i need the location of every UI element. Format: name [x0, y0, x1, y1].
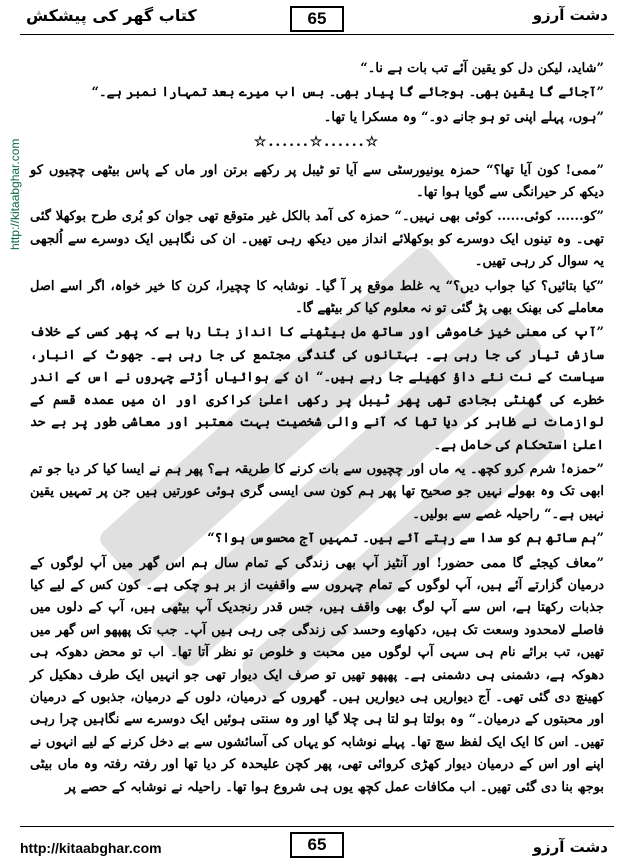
paragraph: ”حمزہ! شرم کرو کچھ۔ یہ ماں اور چچیوں سے بات کرنے کا طریقہ ہے؟ پھر ہم نے ایسا کیا کر دیا جو تم ابھی تک وہ بھولے نہیں جو صحیح تھا پھر ہم کون سی ایسی گری ہوئی عورتیں ہیں جن پر تمہیں یقین نہیں ہے۔“ راحیلہ غصے سے بولیں۔ [30, 461, 604, 522]
paragraph: ”شاید، لیکن دل کو یقین آئے تب بات ہے نا۔“ [360, 61, 604, 76]
page-number-bottom: 65 [290, 832, 344, 858]
book-title-bottom: دشت آرزو [532, 838, 608, 856]
section-separator: ☆......☆......☆ [253, 134, 381, 151]
paragraph: ”آجائے گا یقین بھی۔ ہوجائے گا پیار بھی۔ بس اب میرے بعد تمہارا نمبر ہے۔“ [91, 85, 604, 101]
page-body [30, 58, 604, 801]
paragraph: ”ہوں، پہلے اپنی تو ہو جانے دو۔“ وہ مسکرا یا تھا۔ [323, 109, 604, 125]
footer-url[interactable]: http://kitaabghar.com [20, 840, 162, 856]
paragraph: ”آپ کی معنی خیز خاموشی اور ساتھ مل بیٹھنے کا انداز بتا رہا ہے کہ پھر کسی کے خلاف سازش تیار کی جا رہی ہے۔ بہتانوں کی گندگی مجتمع کی جا رہی ہے۔ جھوٹ کے انبار، سیاست کے نت نئے داؤ کھیلے جا رہے ہیں۔“ ان کے ہوائیاں اُڑتے چہروں نے اس کے اندر خطرے کی گھنٹی بجادی تھی پھر ٹیبل پر رکھی اعلیٰ کراکری اور ان میں عمدہ قسم کے لوازمات نے ظاہر کر دیا تھا کہ آنے والی شخصیت بہت معتبر اور معاشی طور پر بے حد اعلیٰ استحکام کی حامل ہے۔ [30, 325, 604, 453]
paragraph: ”ممی! کون آیا تھا؟“ حمزہ یونیورسٹی سے آیا تو ٹیبل پر رکھے برتن اور ماں کے پاس بیٹھی چچیوں کو دیکھ کر حیرانگی سے گویا ہوا تھا۔ [30, 162, 604, 201]
paragraph: ”کیا بتائیں؟ کیا جواب دیں؟“ یہ غلط موقع پر آ گیا۔ نوشابہ کا چچیرا، کرن کا خیر خواہ، اگر اسے اصل معاملے کی بھنک بھی پڑ گئی تو نہ معلوم کیا کر بیٹھے گا۔ [30, 278, 604, 317]
site-presents-title: کتاب گھر کی پیشکش [26, 6, 197, 25]
book-title-top: دشت آرزو [532, 6, 608, 24]
header-rule [20, 34, 614, 35]
footer-rule [20, 826, 614, 827]
side-url[interactable]: http://kitaabghar.com [8, 138, 22, 250]
page-number-top: 65 [290, 6, 344, 32]
paragraph: ”کو...... کوئی...... کوئی بھی نہیں۔“ حمزہ کی آمد بالکل غیر متوقع تھی جوان کو بُری طرح بوکھلا گئی تھی۔ وہ تینوں ایک دوسرے کو بوکھلائے انداز میں دیکھ رہی تھیں۔ ان کی نگاہیں ایک دوسرے سے اُلجھی یہ سوال کر رہی تھیں۔ [30, 209, 604, 270]
paragraph: ”ہم ساتھ ہم کو سدا سے رہتے آئے ہیں۔ تمہیں آج محسوس ہوا؟“ [207, 531, 604, 547]
paragraph: ”معاف کیجئے گا ممی حضور! اور آنٹیز آپ بھی زندگی کے تمام سال ہم اس گھر میں آپ لوگوں کے درمیان گزارتے آئے ہیں، آپ لوگوں کے تمام چہروں سے واقفیت از بر ہو چکی ہے۔ کون کس کے لیے کیا جذبات رکھتا ہے، اس سے آپ لوگ بھی واقف ہیں، جس قدر رنجدیک آپ بیٹھی ہیں، آپ کے دلوں میں فاصلے لامحدود وسعت تک ہیں، دکھاوے وحسد کی زندگی جی رہی ہیں آپ۔ جب تک پھپھو اس گھر میں تھیں، تب برائے نام ہی سہی آپ لوگوں میں محبت و خلوص تو نظر آتا تھا۔ اب تو محض دھوکہ ہی دھوکہ ہے، دشمنی ہی دشمنی ہے۔ پھپھو تھیں تو صرف ایک دیوار تھی جو انہیں ایک طرف دھکیل کر کھینچ دی گئی تھی۔ آج دیواریں ہی دیواریں ہیں۔ گھروں کے درمیان، دلوں کے درمیان، جذبوں کے درمیان اور محبتوں کے درمیان۔“ وہ بولتا ہو لتا ہی چلا گیا اور وہ سنتی ہوئیں ایک دوسرے سے نگاہیں چرا رہی تھیں۔ اس کا ایک ایک لفظ سچ تھا۔ پہلے نوشابہ کو یہاں کی آسائشوں سے بے دخل کرنے کے لیے انہوں نے اپنے اور اس کے درمیان دیوار کھڑی کروائی تھی، پھر کچن علیحدہ کر دیا تھا اور رفتہ رفتہ وہ ماں بیٹی بوجھ بنا دی گئی تھیں۔ اب مکافات عمل کچھ یوں ہی شروع ہوا تھا۔ راحیلہ نے نوشابہ کے حصے پر [30, 555, 604, 795]
